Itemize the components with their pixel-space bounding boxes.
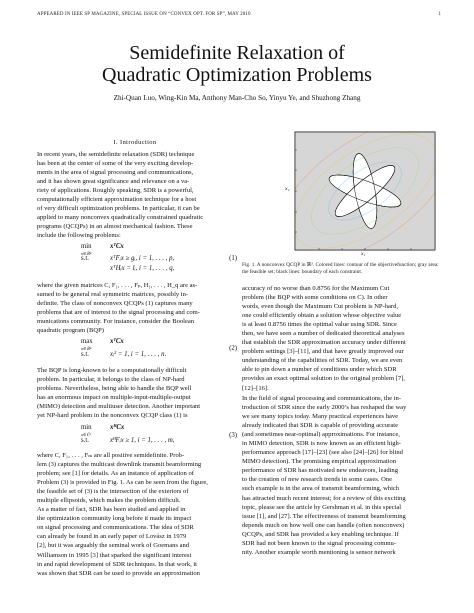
- text-line: already indicated that SDR is capable of providing accurate: [242, 422, 398, 430]
- text-line: SDR had not been known to the signal processing commu-: [242, 539, 397, 547]
- eq2-number: (2): [229, 345, 237, 352]
- text-line: quadratic program (BQP): [37, 327, 104, 335]
- eq1-op: min: [81, 243, 92, 250]
- eq2-objective: xᵀCx: [110, 338, 124, 345]
- text-line: problem; see [1] for details. As an instance of application of: [37, 470, 194, 478]
- text-line: nity. Another example worth mentioning is sensor network: [242, 548, 396, 556]
- equation-1: [37, 243, 237, 277]
- text-line: that establish the SDR approximation accuracy under different: [242, 339, 406, 347]
- text-line: has an enormous impact on multiple-input-multiple-output: [37, 394, 191, 402]
- text-line: applied to many nonconvex quadratically constrained quadratic: [37, 214, 204, 222]
- paper-title: [0, 42, 474, 86]
- equation-2: [37, 338, 237, 362]
- feasible-region: [295, 132, 435, 250]
- right-para-2: [242, 394, 442, 557]
- title-line-2: Quadratic Optimization Problems: [102, 64, 372, 86]
- text-line: multiple ellipsoids, which makes the problem difficult.: [37, 497, 181, 505]
- text-line: accuracy of no worse than 0.8756 for the Maximum Cut: [242, 285, 390, 292]
- text-line: computationally efficient approximation technique for a host: [37, 196, 197, 204]
- text-line: sumed to be general real symmetric matrices, possibly in-: [37, 291, 189, 299]
- text-line: such example is in the area of transmit beamforming, which: [242, 485, 400, 493]
- eq2-constraint: xᵢ² = 1, i = 1, . . . , n.: [110, 351, 167, 358]
- text-line: one could efficiently obtain a solution whose objective value: [242, 312, 402, 320]
- author-list: Zhi-Quan Luo, Wing-Kin Ma, Anthony Man-Cho So, Yinyu Ye, and Shuzhong Zhang: [113, 94, 361, 102]
- eq1-constraint-2: xᵀHᵢx = lᵢ, i = 1, . . . , q,: [110, 265, 175, 272]
- text-line: performance of SDR has motivated new endeavors, leading: [242, 467, 398, 475]
- text-line: problems. Nevertheless, being able to handle the BQP well: [37, 385, 192, 393]
- text-line: has attracted much recent interest; for a review of this exciting: [242, 494, 406, 502]
- text-line: of very difficult optimization problems. In particular, it can be: [37, 205, 200, 213]
- text-line: (MIMO) detection and multiuser detection. Another important: [37, 403, 201, 411]
- eq2-st: s.t.: [81, 351, 89, 358]
- figure-caption: [242, 262, 442, 276]
- text-line: include the following problems:: [37, 232, 121, 240]
- equation-3: [37, 424, 237, 448]
- text-line: the optimization community long before it made its impact: [37, 515, 192, 523]
- eq2-sub: x∈ℝⁿ: [81, 346, 92, 351]
- text-line: topic, please see the article by Gershman et al. in this special: [242, 503, 402, 511]
- title-line-1: Semidefinite Relaxation of: [129, 42, 345, 64]
- eq1-sub: x∈ℝⁿ: [81, 251, 92, 256]
- text-line: in MIMO detection, SDR is now known as an efficient high-: [242, 440, 401, 448]
- text-line: As a matter of fact, SDR has been studied and applied in: [37, 506, 186, 514]
- eq1-st: s.t.: [81, 255, 89, 262]
- eq3-number: (3): [229, 432, 237, 439]
- text-line: munications community. For instance, consider the Boolean: [37, 318, 195, 326]
- text-line: we see many topics today. Many practical experiences have: [242, 413, 399, 421]
- eq1-objective: xᵀCx: [110, 243, 124, 250]
- contour-lines: [283, 130, 439, 260]
- text-line: is at least 0.8756 times the optimal value using SDR. Since: [242, 321, 397, 329]
- text-line: In recent years, the semidefinite relaxation (SDR) technique: [37, 151, 195, 158]
- text-line: can already be found in an early paper of Lovász in 1979: [37, 533, 187, 541]
- text-line: riety of applications. Roughly speaking, SDR is a powerful,: [37, 187, 194, 195]
- contour-plot: [283, 130, 439, 260]
- text-line: problem. In particular, it belongs to the class of NP-hard: [37, 376, 185, 384]
- text-line: to the creation of new research trends in some cases. One: [242, 476, 392, 484]
- left-para-2: [37, 281, 237, 335]
- text-line: The BQP is long-known to be a computationally difficult: [37, 367, 187, 374]
- eq1-number: (1): [229, 255, 237, 262]
- eq2-op: max: [81, 338, 93, 345]
- text-line: yet NP-hard problem in the nonconvex QCQP class (1) is: [37, 412, 188, 420]
- text-line: where the given matrices C, F₁, . . . , Fₚ, H₁, . . . , H_q are as-: [37, 282, 198, 289]
- right-para-1: [242, 284, 442, 393]
- text-line: problem settings [3]–[11], and that have greatly improved our: [242, 348, 404, 356]
- text-line: provides an exact optimal solution to the original problem [7],: [242, 375, 405, 383]
- text-line: and it has shown great significance and relevance on a va-: [37, 178, 190, 186]
- text-line: MIMO detection). The promising empirical approximation: [242, 458, 397, 466]
- text-line: on signal processing and communications. The idea of SDR: [37, 524, 194, 532]
- text-line: performance approach [17]–[23] (see also [24]–[26] for blind: [242, 449, 403, 457]
- text-line: [12]–[16].: [242, 384, 269, 392]
- text-line: Williamson in 1995 [3] that sparked the significant interest: [37, 551, 192, 559]
- text-line: QCQPs, and SDR has provided a key enabling technique. If: [242, 530, 399, 538]
- text-line: function; gray area: the feasible set; black lines: boundary of each constraint.: [242, 262, 439, 275]
- text-line: was shown that SDR can be used to provide an approximation: [37, 569, 200, 577]
- text-line: in and rapid development of SDR techniques. In that work, it: [37, 560, 198, 568]
- x-axis-label: x₁: [361, 251, 366, 257]
- text-line: Problem (3) is provided in Fig. 1. As can be seen from the figure,: [37, 479, 208, 487]
- text-line: (and sometimes near-optimal) approximations. For instance,: [242, 431, 400, 439]
- text-line: words, even though the Maximum Cut problem is NP-hard,: [242, 303, 399, 311]
- eq3-op: min: [81, 424, 92, 431]
- figure-1: [283, 130, 439, 260]
- text-line: able to pin down a number of conditions under which SDR: [242, 366, 397, 374]
- text-line: understanding of the capabilities of SDR. Today, we are even: [242, 357, 403, 365]
- text-line: ments in the area of signal processing and communications,: [37, 169, 194, 177]
- eq3-st: s.t.: [81, 437, 89, 444]
- text-line: has been at the center of some of the very exciting develop-: [37, 160, 194, 168]
- section-heading: I. Introduction: [113, 139, 157, 146]
- text-line: then, we have seen a number of dedicated theoretical analyses: [242, 330, 405, 338]
- text-line: programs (QCQPs) in an almost mechanical fashion. These: [37, 223, 193, 231]
- text-line: the feasible set of (3) is the intersection of the exteriors of: [37, 488, 189, 496]
- y-axis-label: x₂: [285, 186, 290, 192]
- left-para-1: [37, 150, 237, 240]
- eq3-objective: xᴴCx: [110, 424, 125, 431]
- left-para-4: [37, 451, 237, 578]
- left-para-3: [37, 366, 237, 420]
- eq3-constraint: xᴴFᵢx ≥ 1, i = 1, . . . , m,: [110, 437, 175, 444]
- text-line: lem (3) captures the multicast downlink transmit beamforming: [37, 461, 202, 469]
- text-line: problems that are of interest to the signal processing and com-: [37, 309, 200, 317]
- text-line: troduction of SDR since the early 2000’s has reshaped the way: [242, 404, 407, 412]
- text-line: In the field of signal processing and communications, the in-: [242, 395, 401, 402]
- eq1-constraint-1: xᵀFᵢx ≥ gᵢ, i = 1, . . . , p,: [110, 255, 175, 262]
- text-line: Fig. 1. A nonconvex QCQP in ℝ². Colored lines: contour of the objective: [242, 262, 398, 268]
- text-line: depends much on how well one can handle (often nonconvex): [242, 521, 405, 529]
- text-line: definite. The class of nonconvex QCQPs (1) captures many: [37, 300, 193, 308]
- text-line: issue [1], and [27]. The effectiveness of transmit beamforming: [242, 512, 406, 520]
- page-number: 1: [438, 12, 441, 17]
- eq3-sub: x∈ℂⁿ: [81, 432, 91, 437]
- text-line: [2], but it was arguably the seminal work of Goemans and: [37, 542, 190, 550]
- text-line: where C, F₁, . . . , Fₘ are all positive semidefinite. Prob-: [37, 452, 185, 459]
- text-line: problem (the BQP with some conditions on C). In other: [242, 294, 388, 302]
- running-head: APPEARED IN IEEE SP MAGAZINE, SPECIAL ISSUE ON “CONVEX OPT. FOR SP”, MAY 2010: [37, 12, 251, 17]
